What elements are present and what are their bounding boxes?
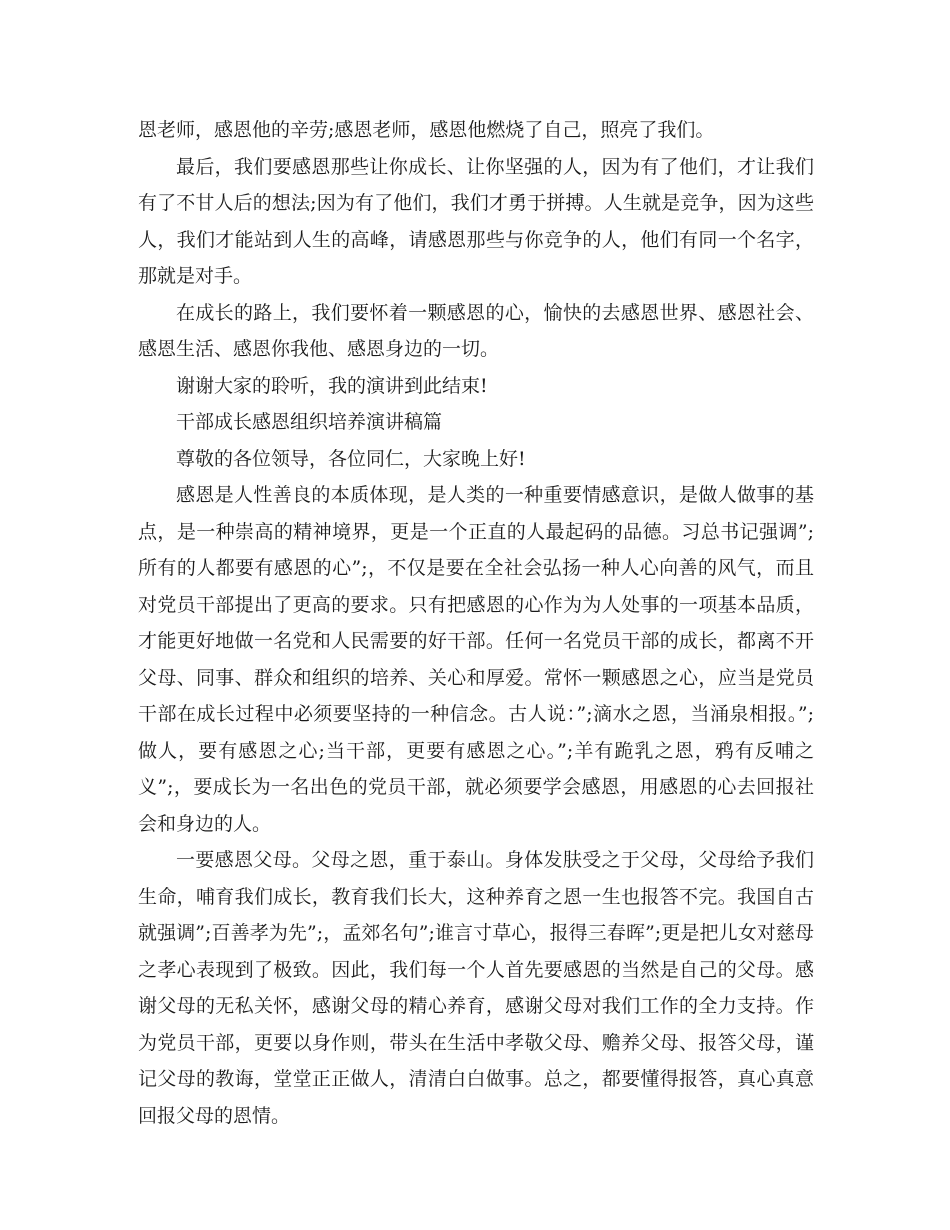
paragraph-rivals: 最后，我们要感恩那些让你成长、让你坚强的人，因为有了他们，才让我们有了不甘人后的想法;因为有了他们，我们才勇于拼搏。人生就是竞争，因为这些人，我们才能站到人生的高峰，请感恩那些与你竞争的人，他们有同一个名字，那就是对手。 (138, 155, 814, 287)
paragraph-continuation: 恩老师，感恩他的辛劳;感恩老师，感恩他燃烧了自己，照亮了我们。 (138, 119, 715, 141)
paragraph-thank-parents: 一要感恩父母。父母之恩，重于泰山。身体发肤受之于父母，父母给予我们生命，哺育我们成长，教育我们长大，这种养育之恩一生也报答不完。我国自古就强调”;百善孝为先”;，孟郊名句”;谁言寸草心，报得三春晖”;更是把儿女对慈母之孝心表现到了极致。因此，我们每一个人首先要感恩的当然是自己的父母。感谢父母的无私关怀，感谢父母的精心养育，感谢父母对我们工作的全力支持。作为党员干部，更要以身作则，带头在生活中孝敬父母、赡养父母、报答父母，谨记父母的教诲，堂堂正正做人，清清白白做事。总之，都要懂得报答，真心真意回报父母的恩情。 (138, 849, 814, 1127)
paragraph-closing: 谢谢大家的聆听，我的演讲到此结束! (176, 374, 488, 397)
document-page (138, 112, 814, 1134)
paragraph-growth-road: 在成长的路上，我们要怀着一颗感恩的心，愉快的去感恩世界、感恩社会、感恩生活、感恩你我他、感恩身边的一切。 (138, 301, 814, 360)
paragraph-greeting: 尊敬的各位领导，各位同仁，大家晚上好! (176, 447, 526, 470)
section-title: 干部成长感恩组织培养演讲稿篇 (176, 411, 443, 433)
paragraph-gratitude-essence: 感恩是人性善良的本质体现，是人类的一种重要情感意识，是做人做事的基点，是一种崇高的精神境界，更是一个正直的人最起码的品德。习总书记强调”;所有的人都要有感恩的心”;，不仅是要在全社会弘扬一种人心向善的风气，而且对党员干部提出了更高的要求。只有把感恩的心作为为人处事的一项基本品质，才能更好地做一名党和人民需要的好干部。任何一名党员干部的成长，都离不开父母、同事、群众和组织的培养、关心和厚爱。常怀一颗感恩之心，应当是党员干部在成长过程中必须要坚持的一种信念。古人说：”;滴水之恩，当涌泉相报。”;做人，要有感恩之心;当干部，更要有感恩之心。”;羊有跪乳之恩，鸦有反哺之义”;，要成长为一名出色的党员干部，就必须要学会感恩，用感恩的心去回报社会和身边的人。 (138, 484, 814, 835)
